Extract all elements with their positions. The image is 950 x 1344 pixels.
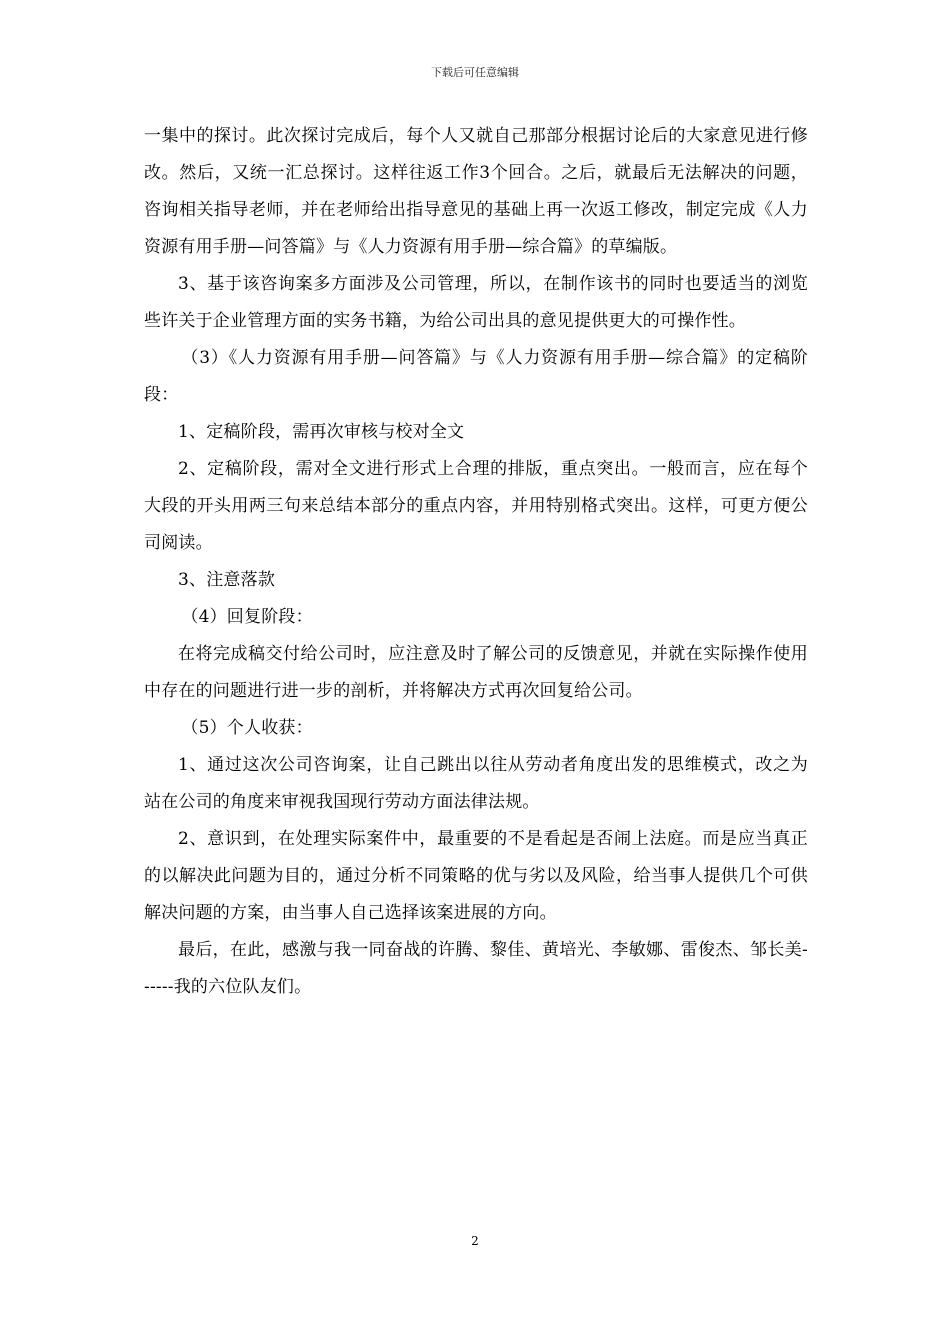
- paragraph-gains-2: 2、意识到，在处理实际案件中，最重要的不是看起是否闹上法庭。而是应当真正的以解决此问题为目的，通过分析不同策略的优与劣以及风险，给当事人提供几个可供解决问题的方案，由当事人自己选择该案进展的方向。: [144, 829, 808, 923]
- paragraph-finalization-3: 3、注意落款: [178, 570, 276, 590]
- document-body: [144, 118, 808, 1006]
- paragraph-finalization-2: 2、定稿阶段，需对全文进行形式上合理的排版，重点突出。一般而言，应在每个大段的开头用两三句来总结本部分的重点内容，并用特别格式突出。这样，可更方便公司阅读。: [144, 459, 808, 553]
- section-heading-finalization: （3）《人力资源有用手册—问答篇》与《人力资源有用手册—综合篇》的定稿阶段：: [144, 348, 808, 405]
- section-heading-gains: （5）个人收获：: [181, 718, 313, 738]
- paragraph-reply: 在将完成稿交付给公司时，应注意及时了解公司的反馈意见，并就在实际操作使用中存在的问题进行进一步的剖析，并将解决方式再次回复给公司。: [144, 644, 808, 701]
- section-heading-reply: （4）回复阶段：: [181, 607, 313, 627]
- page-number: 2: [471, 1234, 479, 1248]
- page-header: 下载后可任意编辑: [431, 66, 519, 79]
- paragraph-gains-1: 1、通过这次公司咨询案，让自己跳出以往从劳动者角度出发的思维模式，改之为站在公司的角度来审视我国现行劳动方面法律法规。: [144, 755, 808, 812]
- paragraph-item-3-management: 3、基于该咨询案多方面涉及公司管理，所以，在制作该书的同时也要适当的浏览些许关于企业管理方面的实务书籍，为给公司出具的意见提供更大的可操作性。: [144, 274, 808, 331]
- paragraph-finalization-1: 1、定稿阶段，需再次审核与校对全文: [178, 422, 465, 442]
- paragraph-continuation: 一集中的探讨。此次探讨完成后，每个人又就自己那部分根据讨论后的大家意见进行修改。然后，又统一汇总探讨。这样往返工作3个回合。之后，就最后无法解决的问题，咨询相关指导老师，并在老师给出指导意见的基础上再一次返工修改，制定完成《人力资源有用手册—问答篇》与《人力资源有用手册—综合篇》的草编版。: [144, 126, 808, 257]
- paragraph-acknowledgement: 最后，在此，感激与我一同奋战的许腾、黎佳、黄培光、李敏娜、雷俊杰、邹长美------我的六位队友们。: [144, 940, 808, 997]
